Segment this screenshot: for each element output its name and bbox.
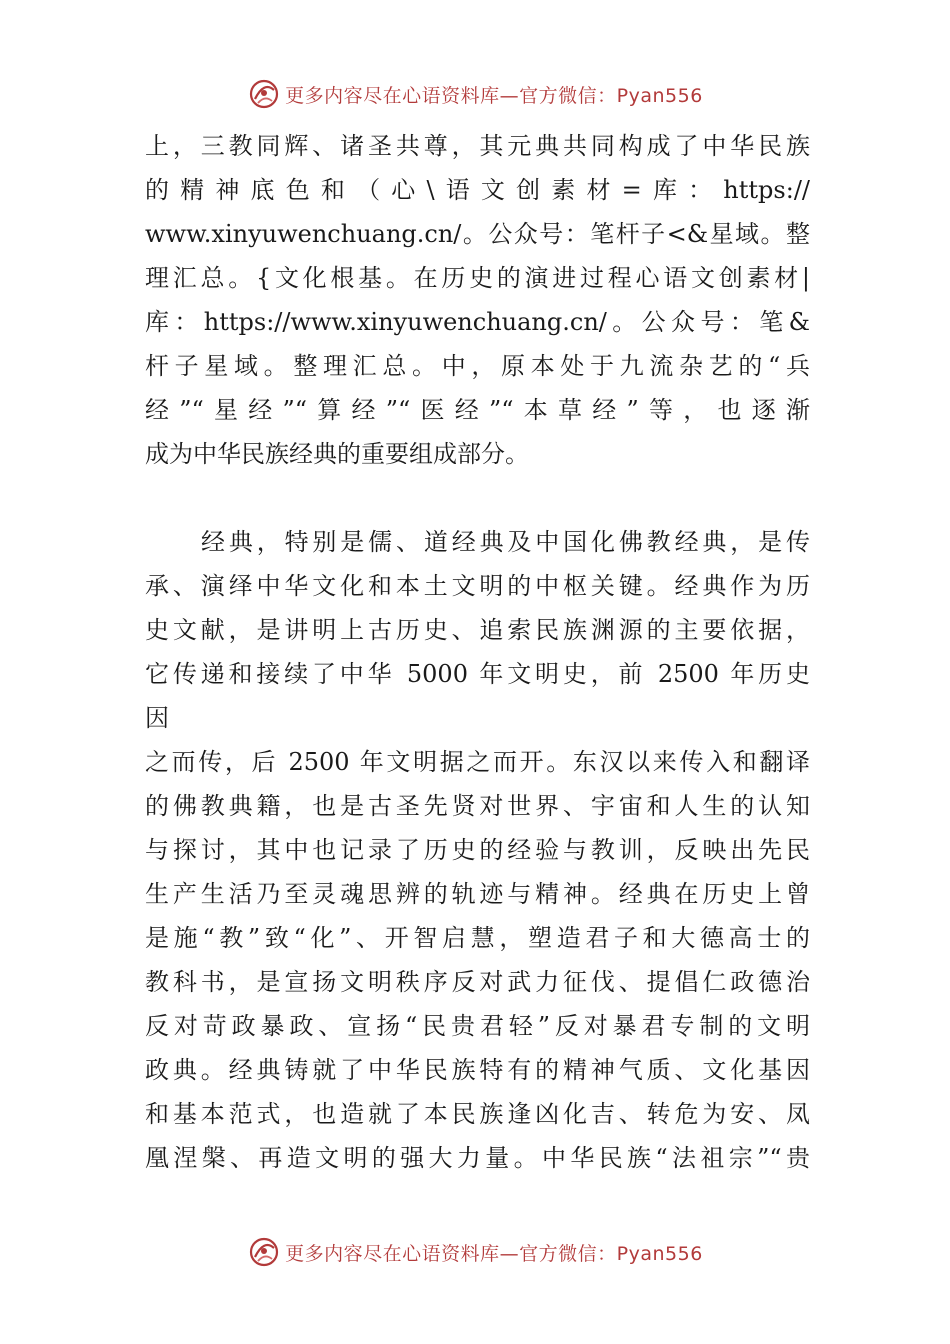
text-line: 与探讨，其中也记录了历史的经验与教训，反映出先民: [145, 836, 810, 864]
header-banner: [0, 72, 950, 116]
document-body: [145, 124, 810, 1180]
text-line: 的精神底色和（心\语文创素材=库：https://: [145, 176, 810, 204]
text-line: 之而传，后 2500 年文明据之而开。东汉以来传入和翻译: [145, 748, 810, 776]
text-line: 杆子星域。整理汇总。中，原本处于九流杂艺的“兵: [145, 352, 810, 380]
text-line: 它传递和接续了中华 5000 年文明史，前 2500 年历史: [145, 660, 810, 688]
text-line: 凰涅槃、再造文明的强大力量。中华民族“法祖宗”“贵: [145, 1144, 810, 1172]
text-line: 理汇总。{文化根基。在历史的演进过程心语文创素材|: [145, 264, 810, 292]
text-line: 教科书，是宣扬文明秩序反对武力征伐、提倡仁政德治: [145, 968, 810, 996]
text-line: 政典。经典铸就了中华民族特有的精神气质、文化基因: [145, 1056, 810, 1084]
text-line: 上，三教同辉、诸圣共尊，其元典共同构成了中华民族: [145, 132, 810, 160]
banner-text: 更多内容尽在心语资料库—官方微信：Pyan556: [285, 1242, 703, 1265]
text-line: 史文献，是讲明上古历史、追索民族渊源的主要依据，: [145, 616, 810, 644]
text-line: 是施“教”致“化”、开智启慧，塑造君子和大德高士的: [145, 924, 810, 952]
text-line: 因: [145, 704, 169, 732]
logo-icon: [247, 1235, 281, 1269]
text-line: 的佛教典籍，也是古圣先贤对世界、宇宙和人生的认知: [145, 792, 810, 820]
logo-icon: [247, 77, 281, 111]
paragraph-2: [145, 520, 810, 1180]
text-line: 成为中华民族经典的重要组成部分。: [145, 440, 529, 468]
text-line: 和基本范式，也造就了本民族逢凶化吉、转危为安、凤: [145, 1100, 810, 1128]
footer-banner: [0, 1230, 950, 1274]
text-line: 经典，特别是儒、道经典及中国化佛教经典，是传: [201, 528, 810, 556]
text-line: 生产生活乃至灵魂思辨的轨迹与精神。经典在历史上曾: [145, 880, 810, 908]
text-line: 经”“星经”“算经”“医经”“本草经”等，也逐渐: [145, 396, 810, 424]
text-line: 承、演绎中华文化和本土文明的中枢关键。经典作为历: [145, 572, 810, 600]
text-line: 库：https://www.xinyuwenchuang.cn/。公众号：笔&: [145, 308, 810, 336]
text-line: 反对苛政暴政、宣扬“民贵君轻”反对暴君专制的文明: [145, 1012, 810, 1040]
banner-text: 更多内容尽在心语资料库—官方微信：Pyan556: [285, 84, 703, 107]
paragraph-spacer: [145, 476, 810, 520]
text-line: www.xinyuwenchuang.cn/。公众号：笔杆子<&星域。整: [145, 220, 810, 248]
paragraph-1: [145, 124, 810, 476]
